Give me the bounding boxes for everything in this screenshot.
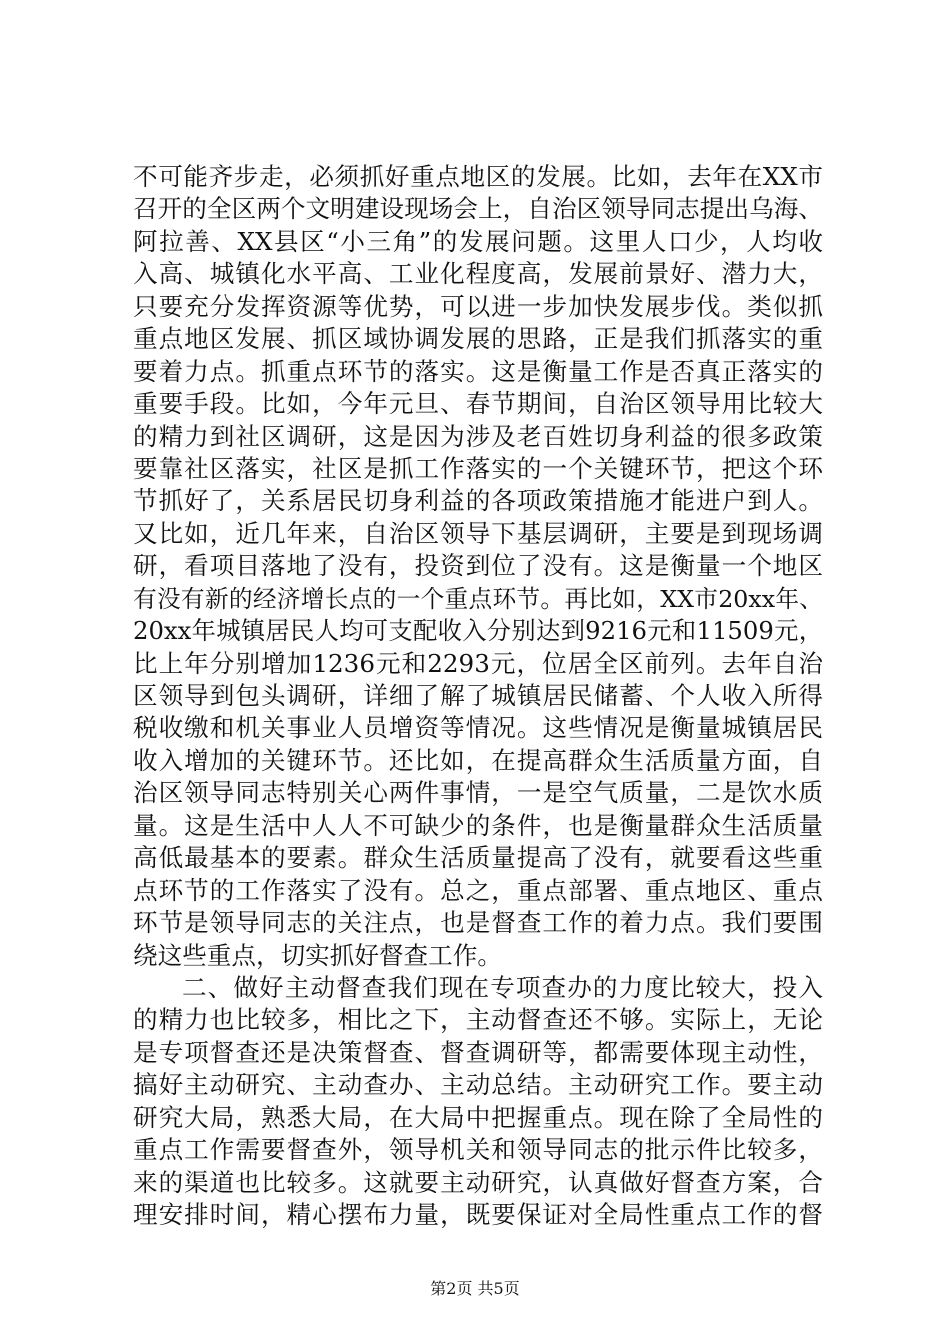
text-line: 要着力点。抓重点环节的落实。这是衡量工作是否真正落实的	[133, 356, 823, 386]
body-text	[133, 161, 823, 1231]
text-line: 是专项督查还是决策督查、督查调研等，都需要体现主动性，	[133, 1037, 823, 1067]
text-line: 召开的全区两个文明建设现场会上，自治区领导同志提出乌海、	[133, 194, 823, 224]
text-line: 又比如，近几年来，自治区领导下基层调研，主要是到现场调	[133, 518, 823, 548]
text-line: 环节是领导同志的关注点，也是督查工作的着力点。我们要围	[133, 908, 823, 938]
text-line: 阿拉善、XX县区“小三角”的发展问题。这里人口少，人均收	[133, 226, 823, 256]
page-number-footer: 第2页 共5页	[430, 1279, 520, 1298]
text-line: 量。这是生活中人人不可缺少的条件，也是衡量群众生活质量	[133, 810, 823, 840]
text-line: 有没有新的经济增长点的一个重点环节。再比如，XX市20xx年、	[133, 584, 823, 613]
text-line: 比上年分别增加1236元和2293元，位居全区前列。去年自治	[133, 648, 823, 678]
text-line: 点环节的工作落实了没有。总之，重点部署、重点地区、重点	[133, 875, 823, 905]
text-line: 收入增加的关键环节。还比如，在提高群众生活质量方面，自	[133, 745, 823, 775]
text-line: 只要充分发挥资源等优势，可以进一步加快发展步伐。类似抓	[133, 291, 823, 321]
text-line: 税收缴和机关事业人员增资等情况。这些情况是衡量城镇居民	[133, 713, 823, 743]
text-line: 搞好主动研究、主动查办、主动总结。主动研究工作。要主动	[133, 1070, 823, 1100]
text-line: 重点工作需要督查外，领导机关和领导同志的批示件比较多，	[133, 1135, 823, 1165]
text-line: 重点地区发展、抓区域协调发展的思路，正是我们抓落实的重	[133, 324, 823, 354]
text-line: 不可能齐步走，必须抓好重点地区的发展。比如，去年在XX市	[133, 162, 823, 191]
text-line: 的精力也比较多，相比之下，主动督查还不够。实际上，无论	[133, 1005, 823, 1035]
text-line: 绕这些重点，切实抓好督查工作。	[133, 940, 502, 970]
text-line: 要靠社区落实，社区是抓工作落实的一个关键环节，把这个环	[133, 453, 823, 483]
text-line: 研究大局，熟悉大局，在大局中把握重点。现在除了全局性的	[133, 1102, 823, 1132]
text-line: 来的渠道也比较多。这就要主动研究，认真做好督查方案，合	[133, 1167, 823, 1197]
text-line: 节抓好了，关系居民切身利益的各项政策措施才能进户到人。	[133, 486, 823, 516]
text-line: 治区领导同志特别关心两件事情，一是空气质量，二是饮水质	[133, 778, 823, 808]
text-line: 重要手段。比如，今年元旦、春节期间，自治区领导用比较大	[133, 389, 823, 419]
text-line: 研，看项目落地了没有，投资到位了没有。这是衡量一个地区	[133, 551, 823, 581]
paragraph-first-line: 二、做好主动督查我们现在专项查办的力度比较大，投入	[182, 972, 823, 1002]
text-line: 入高、城镇化水平高、工业化程度高，发展前景好、潜力大，	[133, 259, 823, 289]
text-line: 理安排时间，精心摆布力量，既要保证对全局性重点工作的督	[133, 1200, 823, 1229]
text-line: 的精力到社区调研，这是因为涉及老百姓切身利益的很多政策	[133, 421, 823, 451]
text-line: 区领导到包头调研，详细了解了城镇居民储蓄、个人收入所得	[133, 681, 823, 710]
text-line: 20xx年城镇居民人均可支配收入分别达到9216元和11509元，	[133, 616, 823, 646]
text-line: 高低最基本的要素。群众生活质量提高了没有，就要看这些重	[133, 843, 823, 873]
